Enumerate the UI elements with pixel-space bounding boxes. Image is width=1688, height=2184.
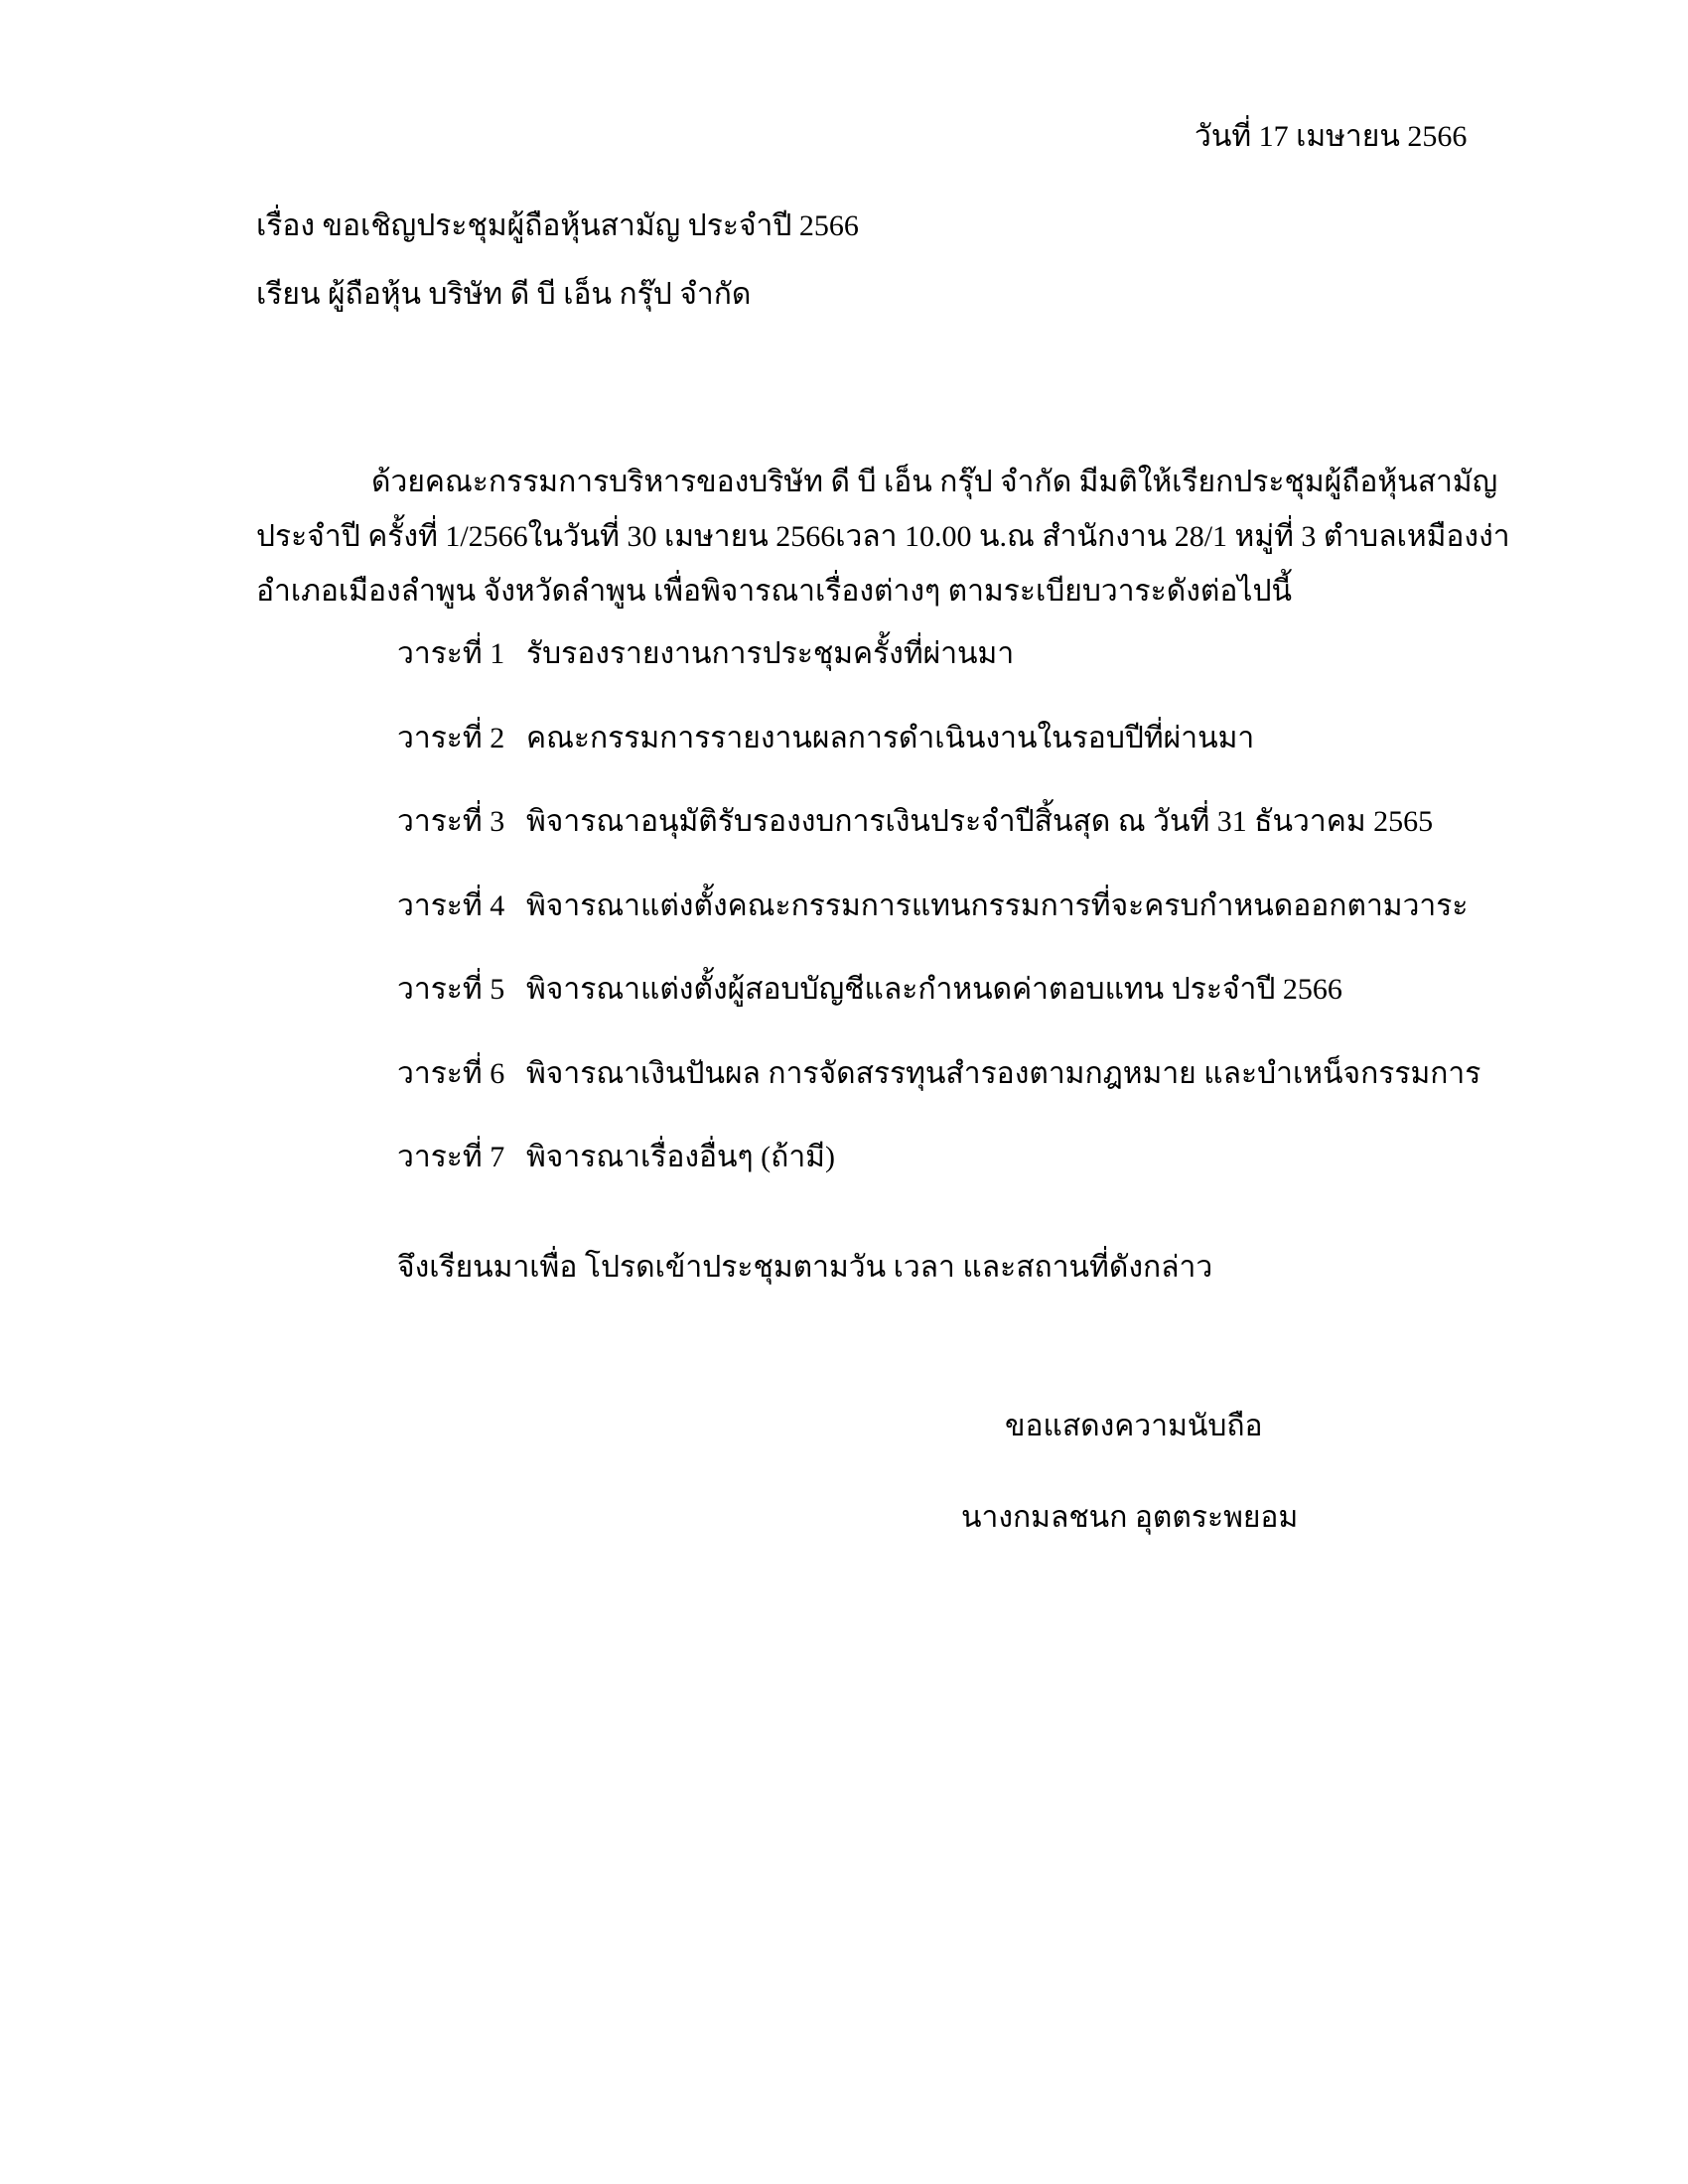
agenda-text: พิจารณาอนุมัติรับรองงบการเงินประจำปีสิ้นสุด ณ วันที่ 31 ธันวาคม 2565	[526, 805, 1434, 838]
agenda-text: พิจารณาแต่งตั้งผู้สอบบัญชีและกำหนดค่าตอบแทน ประจำปี 2566	[526, 973, 1342, 1006]
agenda-item	[397, 1056, 1480, 1141]
signatory-name: นางกมลชนก อุตตระพยอม	[961, 1501, 1299, 1534]
agenda-number: วาระที่ 5	[397, 973, 505, 1006]
agenda-item	[397, 721, 1480, 805]
letter-body-paragraph	[256, 455, 1510, 618]
agenda-item	[397, 636, 1480, 721]
agenda-text: รับรองรายงานการประชุมครั้งที่ผ่านมา	[526, 637, 1015, 670]
agenda-number: วาระที่ 6	[397, 1056, 505, 1090]
body-line: ประจำปี ครั้งที่ 1/2566ในวันที่ 30 เมษายน 2566เวลา 10.00 น.ณ สำนักงาน 28/1 หมู่ที่ 3 ตำบลเหมืองง่า	[256, 520, 1510, 553]
agenda-number: วาระที่ 2	[397, 721, 505, 754]
agenda-number: วาระที่ 7	[397, 1141, 505, 1173]
body-line: ด้วยคณะกรรมการบริหารของบริษัท ดี บี เอ็น กรุ๊ป จำกัด มีมติให้เรียกประชุมผู้ถือหุ้นสามัญ	[371, 466, 1498, 498]
agenda-text: คณะกรรมการรายงานผลการดำเนินงานในรอบปีที่ผ่านมา	[526, 721, 1255, 754]
agenda-text: พิจารณาเรื่องอื่นๆ (ถ้ามี)	[526, 1141, 835, 1173]
agenda-number: วาระที่ 1	[397, 637, 505, 670]
agenda-list	[397, 636, 1480, 1224]
letter-regards: ขอแสดงความนับถือ	[1005, 1410, 1263, 1442]
agenda-text: พิจารณาแต่งตั้งคณะกรรมการแทนกรรมการที่จะครบกำหนดออกตามวาระ	[526, 888, 1469, 922]
agenda-number: วาระที่ 3	[397, 805, 505, 838]
letter-recipient: เรียน ผู้ถือหุ้น บริษัท ดี บี เอ็น กรุ๊ป จำกัด	[256, 278, 752, 311]
letter-date: วันที่ 17 เมษายน 2566	[1195, 120, 1468, 153]
agenda-number: วาระที่ 4	[397, 888, 505, 922]
letter-subject: เรื่อง ขอเชิญประชุมผู้ถือหุ้นสามัญ ประจำปี 2566	[256, 209, 859, 242]
body-line: อำเภอเมืองลำพูน จังหวัดลำพูน เพื่อพิจารณาเรื่องต่างๆ ตามระเบียบวาระดังต่อไปนี้	[256, 575, 1293, 608]
agenda-item	[397, 972, 1480, 1056]
agenda-text: พิจารณาเงินปันผล การจัดสรรทุนสำรองตามกฎหมาย และบำเหน็จกรรมการ	[526, 1056, 1481, 1090]
agenda-item	[397, 888, 1480, 973]
letter-closing: จึงเรียนมาเพื่อ โปรดเข้าประชุมตามวัน เวลา และสถานที่ดังกล่าว	[397, 1251, 1213, 1284]
agenda-item	[397, 1140, 1480, 1224]
agenda-item	[397, 804, 1480, 888]
